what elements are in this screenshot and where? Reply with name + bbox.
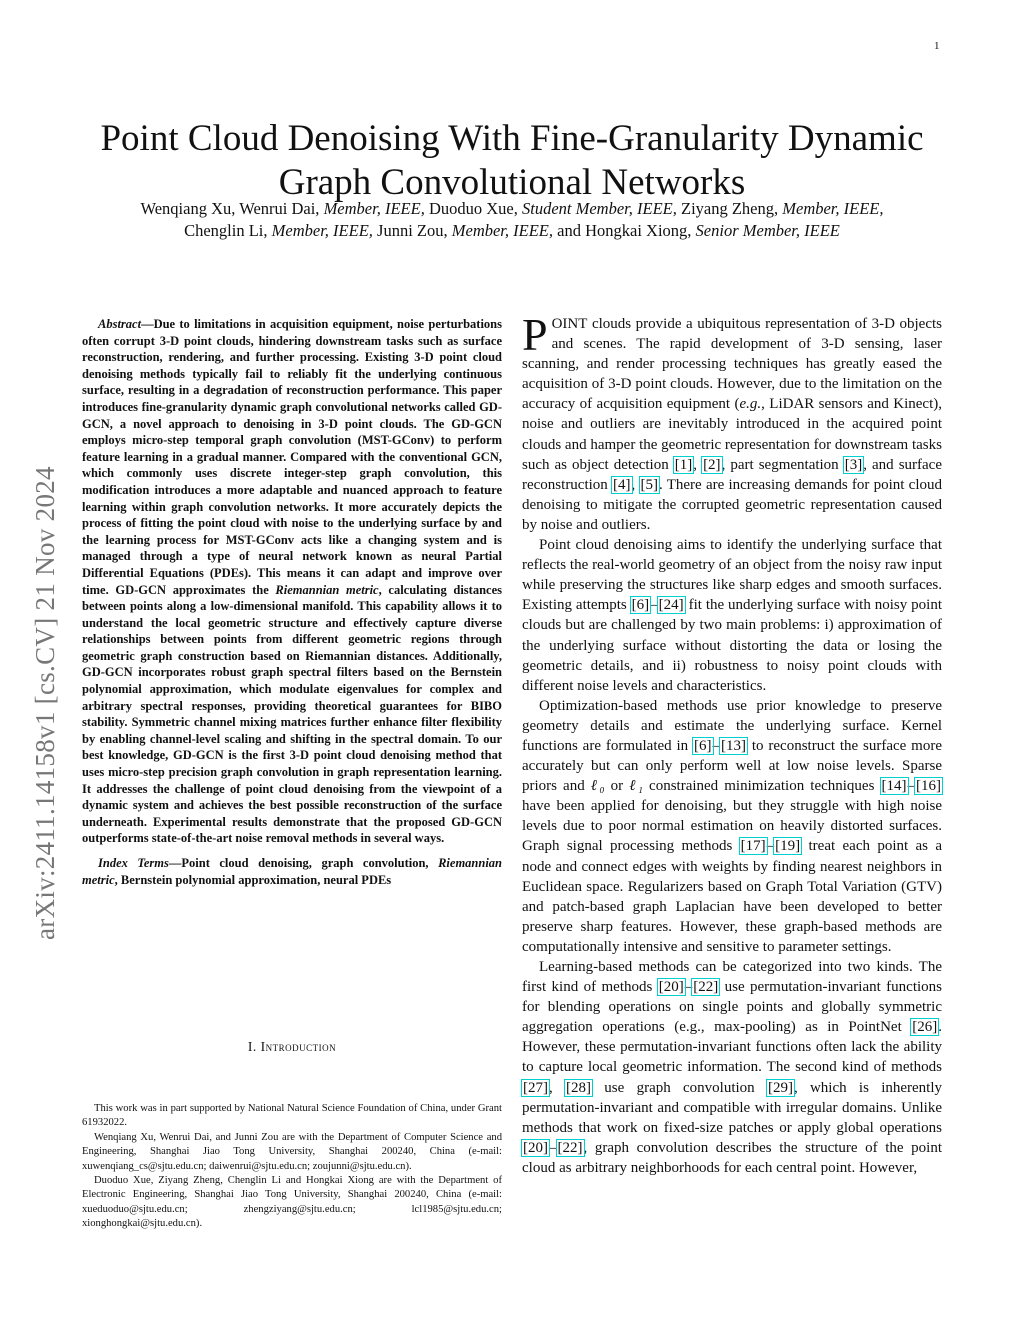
math-symbol: ℓ₁ (629, 778, 643, 795)
paragraph-text: or (604, 778, 630, 795)
footnote: Wenqiang Xu, Wenrui Dai, and Junni Zou are with the Department of Computer Science and Engineering, Shanghai Jiao Tong University, Shanghai 200240, China (e-mail: xuwenqiang_cs@sjtu.edu.cn; daiwenrui@sjtu.edu.cn; zoujunni@sjtu.edu.cn). (82, 1131, 502, 1172)
paragraph-text: clouds provide a ubiquitous representation of 3-D objects and scenes. The rapid development of 3-D sensing, laser scanning, and render processing techniques has greatly eased the acquisition of 3-D point clouds. However, due to the limitation on the accuracy of acquisition equipment ( (522, 316, 942, 413)
author-role: Member, IEEE, (782, 199, 884, 218)
paragraph-text: constrained minimization techniques (642, 778, 881, 795)
author-role: Senior Member, IEEE (695, 221, 840, 240)
first-word-caps: OINT (551, 316, 588, 332)
citation-link[interactable]: [20] (523, 1139, 548, 1156)
abstract-column (82, 316, 502, 888)
paragraph-text: , (631, 476, 640, 493)
paragraph-text: use permutation-invariant functions for blending operations on single points and globally symmetric aggregation operations (e.g., max-pooling) as in PointNet (522, 979, 942, 1036)
author-role: Member, IEEE, (271, 221, 373, 240)
paragraph-text: use graph convolution (592, 1079, 767, 1096)
citation-link[interactable]: [27] (523, 1079, 548, 1096)
paragraph-text: have been applied for denoising, but they struggle with high noise levels due to poor normal estimation on heavily distorted surfaces. Graph signal processing methods (522, 798, 942, 855)
paragraph-text: – (650, 597, 658, 614)
footnotes (82, 1102, 502, 1232)
citation-link[interactable]: [19] (775, 838, 801, 855)
abstract-dash: — (141, 317, 154, 331)
paragraph-text: , and surface reconstruction (522, 456, 942, 493)
paragraph-text: Point cloud denoising aims to identify the underlying surface that reflects the real-world geometry of an object from the noisy raw input while preserving the structures like sharp edges and smooth surfaces. Existing attempts (522, 537, 942, 614)
section-heading (82, 1039, 502, 1055)
citation-link[interactable]: [13] (721, 737, 747, 754)
intro-paragraph (522, 957, 942, 1178)
author-names: Duoduo Xue, (424, 199, 522, 218)
arxiv-identifier: arXiv:2411.14158v1 [cs.CV] 21 Nov 2024 (30, 466, 60, 940)
section-number: I. (247, 1039, 257, 1054)
citation-link[interactable]: [6] (694, 737, 712, 754)
abstract (82, 316, 502, 847)
intro-paragraph (522, 309, 943, 535)
abstract-label: Abstract (98, 317, 142, 331)
citation-link[interactable]: [22] (693, 979, 719, 996)
index-terms-italic: Riemannian metric (82, 856, 503, 887)
paragraph-text: Optimization-based methods use prior knowledge to preserve geometry details and estimate the underlying surface. Kernel functions are formulated in (522, 697, 942, 754)
citation-link[interactable]: [28] (566, 1079, 592, 1096)
author-list (60, 198, 964, 242)
citation-link[interactable]: [1] (674, 456, 693, 473)
citation-link[interactable]: [16] (916, 778, 941, 795)
citation-link[interactable]: [4] (613, 476, 631, 493)
citation-link[interactable]: [14] (881, 778, 907, 795)
paragraph-text: – (684, 979, 693, 996)
page-number: 1 (934, 40, 940, 52)
author-names: Junni Zou, (372, 221, 452, 240)
author-role: Member, IEEE, (451, 221, 554, 240)
paragraph-text: – (712, 737, 721, 754)
author-names: Wenqiang Xu, Wenrui Dai, (140, 199, 324, 218)
footnote: Duoduo Xue, Ziyang Zheng, Chenglin Li and Hongkai Xiong are with the Department of Electronic Engineering, Shanghai Jiao Tong University, Shanghai 200240, China (e-mail: xueduoduo@sjtu.edu.cn; zhengziyang@sjtu.edu.cn; lcl1985@sjtu.edu.cn; xionghongkai@sjtu.edu.cn). (82, 1175, 502, 1230)
citation-link[interactable]: [5] (640, 476, 659, 493)
paragraph-text: to reconstruct the surface more accurately but can only perform well at low noise levels. Sparse priors and (522, 737, 943, 795)
abstract-text: , calculating distances between points along a low-dimensional manifold. This capability allows it to understand the local geometric structure and effectively capture diverse relationships between points from different geometric regions through geometric graph construction based on Riemannian distances. Additionally, GD-GCN incorporates robust graph spectral filters based on the Bernstein polynomial approximation, which modulate eigenvalues for complex and arbitrary spectral responses, providing theoretical guarantees for BIBO stability. Symmetric channel mixing matrices further enhance filter flexibility by enabling channel-level scaling and shifting in the spectral domain. To our best knowledge, GD-GCN is the first 3-D point cloud denoising method that uses micro-step precision graph convolution in graph representation learning. It addresses the challenge of point cloud denoising from the viewpoint of a dynamic system and achieves the best possible reconstruction of the surface underneath. Experimental results demonstrate that the proposed GD-GCN outperforms state-of-the-art noise removal methods in several ways. (82, 582, 502, 846)
citation-link[interactable]: [17] (740, 838, 766, 855)
paragraph-text: fit the underlying surface with noisy point clouds but are challenged by two main problems: i) approximation of the underlying surface without distorting the data or losing the geometric details, and ii) robustness to noisy point clouds with different noise levels and characteristics. (522, 597, 942, 694)
citation-link[interactable]: [26] (912, 1019, 938, 1036)
index-terms-label: Index Terms (98, 856, 169, 870)
intro-paragraph (522, 535, 942, 696)
italic-abbrev: e.g. (739, 396, 762, 413)
paragraph-text: – (766, 838, 775, 855)
section-title: Introduction (260, 1039, 337, 1054)
abstract-text: Due to limitations in acquisition equipment, noise perturbations often corrupt 3-D point clouds, hindering downstream tasks such as surface reconstruction, rendering, and further processing. Existing 3-D point cloud denoising methods typically fail to reliably fit the underlying continuous surface, resulting in a degradation of reconstruction performance. This paper introduces fine-granularity dynamic graph convolutional networks called GD-GCN, a novel approach to denoising in 3-D point clouds. The GD-GCN employs micro-step temporal graph convolution (MST-GConv) to perform feature learning in a gradual manner. Compared with the conventional GCN, which commonly uses discrete integer-step graph convolution, this modification introduces a more adaptable and nuanced approach to feature learning within graph convolution networks. It more accurately depicts the process of fitting the point cloud with noise to the underlying surface by and the learning process for MST-GConv acts like a changing system and is managed through a type of neural network known as neural Partial Differential Equations (PDEs). This means it can adapt and improve over time. GD-GCN approximates the (82, 317, 502, 597)
paragraph-text: . However, these permutation-invariant functions often lack the ability to capture local geometric information. The second kind of methods (522, 1019, 942, 1076)
paper-title: Point Cloud Denoising With Fine-Granularity Dynamic Graph Convolutional Networks (100, 117, 924, 203)
introduction-column (522, 309, 943, 1178)
drop-cap: P (522, 309, 548, 360)
author-names: Ziyang Zheng, (676, 199, 783, 218)
citation-link[interactable]: [22] (557, 1139, 583, 1156)
citation-link[interactable]: [3] (844, 456, 863, 473)
footnote: This work was in part supported by National Natural Science Foundation of China, under Grant 61932022. (82, 1103, 502, 1129)
citation-link[interactable]: [20] (658, 979, 684, 996)
paragraph-text: , which is inherently permutation-invariant and compatible with irregular domains. Unlike methods that work on fixed-size patches or apply global operations (522, 1079, 943, 1136)
paragraph-text: . There are increasing demands for point cloud denoising to mitigate the corrupted geometric representation caused by noise and outliers. (522, 476, 943, 533)
citation-link[interactable]: [29] (767, 1079, 793, 1096)
index-terms (82, 855, 502, 888)
paragraph-text: treat each point as a node and connect edges with weights by finding nearest neighbors in Euclidean space. Regularizers based on Graph Total Variation (GTV) and patch-based graph Laplacian have been developed to better preserve sharp features. However, these graph-based methods are computationally intensive and sensitive to parameter settings. (522, 838, 942, 955)
author-names: Chenglin Li, (184, 221, 272, 240)
citation-link[interactable]: [24] (658, 597, 684, 614)
citation-link[interactable]: [2] (703, 456, 721, 473)
paragraph-text: , part segmentation (721, 456, 844, 473)
intro-paragraph (522, 696, 942, 957)
author-role: Student Member, IEEE, (521, 199, 677, 218)
citation-link[interactable]: [6] (631, 597, 650, 614)
paragraph-text: Learning-based methods can be categorized into two kinds. The first kind of methods (522, 959, 942, 996)
paragraph-text: , (693, 456, 703, 473)
author-role: Member, IEEE, (323, 199, 425, 218)
paragraph-text: – (549, 1139, 557, 1156)
abstract-italic-term: Riemannian metric (275, 582, 379, 597)
index-terms-dash: — (168, 856, 182, 870)
paragraph-text: , LiDAR sensors and Kinect), noise and outliers are inevitably introduced in the acquired point clouds and hamper the geometric representation for downstream tasks such as object detection (522, 396, 942, 473)
author-names: and Hongkai Xiong, (553, 221, 696, 240)
paragraph-text: , graph convolution describes the structure of the point cloud as arbitrary neighborhoods for each central point. However, (522, 1139, 942, 1176)
index-terms-text: Point cloud denoising, graph convolution, (181, 856, 439, 870)
math-symbol: ℓ₀ (590, 778, 605, 795)
paragraph-text: , (549, 1079, 566, 1096)
paragraph-text: – (907, 778, 915, 795)
index-terms-text: , Bernstein polynomial approximation, neural PDEs (114, 872, 392, 887)
